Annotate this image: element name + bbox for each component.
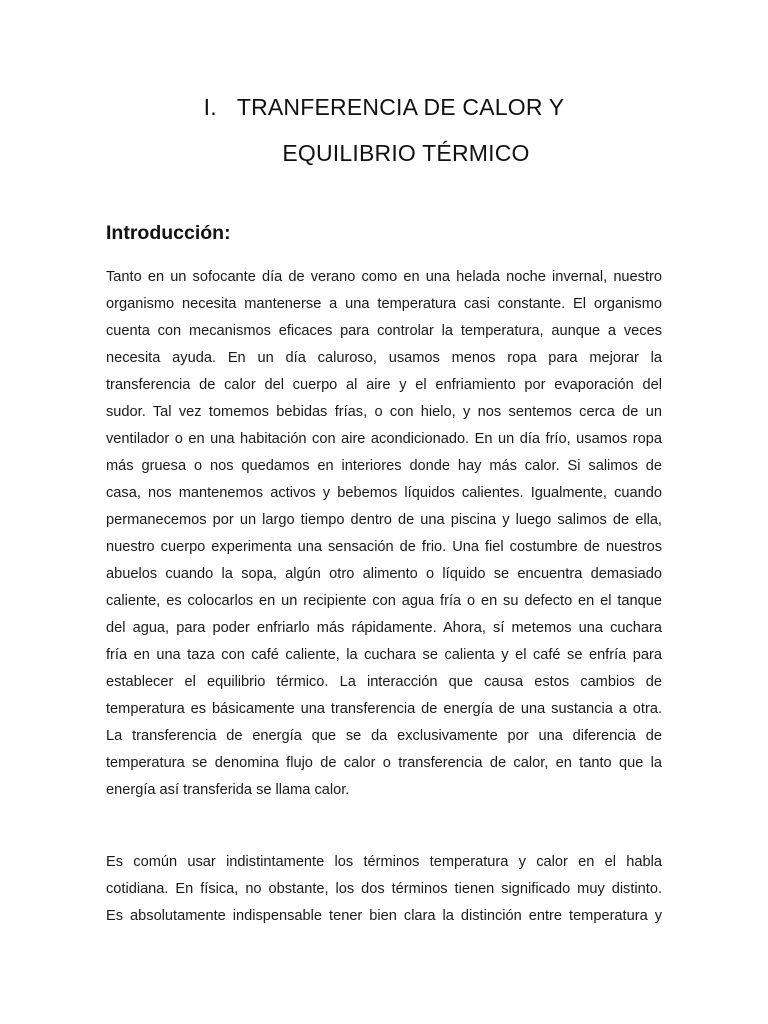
text-line: cotidiana. En física, no obstante, los dos términos tienen significado muy distinto. bbox=[106, 881, 662, 897]
text-line: sudor. Tal vez tomemos bebidas frías, o con hielo, y nos sentemos cerca de un bbox=[106, 404, 662, 420]
text-line: transferencia de calor del cuerpo al aire y el enfriamiento por evaporación del bbox=[106, 377, 662, 393]
text-line: establecer el equilibrio térmico. La interacción que causa estos cambios de bbox=[106, 674, 662, 690]
text-line: necesita ayuda. En un día caluroso, usamos menos ropa para mejorar la bbox=[106, 350, 662, 366]
chapter-title-text-1: TRANFERENCIA DE CALOR Y bbox=[236, 94, 565, 120]
paragraph-temperature-vs-heat bbox=[106, 849, 662, 930]
text-line: permanecemos por un largo tiempo dentro de una piscina y luego salimos de ella, bbox=[106, 512, 662, 528]
section-heading: Introducción: bbox=[106, 222, 231, 244]
text-line: nuestro cuerpo experimenta una sensación de frio. Una fiel costumbre de nuestros bbox=[106, 539, 662, 555]
chapter-title-line-2 bbox=[0, 140, 768, 167]
text-line: abuelos cuando la sopa, algún otro alimento o líquido se encuentra demasiado bbox=[106, 566, 662, 582]
chapter-number: I. bbox=[203, 94, 217, 120]
text-line: cuenta con mecanismos eficaces para controlar la temperatura, aunque a veces bbox=[106, 323, 662, 339]
text-line: más gruesa o nos quedamos en interiores donde hay más calor. Si salimos de bbox=[106, 458, 662, 474]
chapter-title-line-1 bbox=[0, 94, 768, 121]
text-line: Es absolutamente indispensable tener bien clara la distinción entre temperatura y bbox=[106, 908, 662, 924]
text-line: del agua, para poder enfriarlo más rápidamente. Ahora, sí metemos una cuchara bbox=[106, 620, 662, 636]
text-line: fría en una taza con café caliente, la cuchara se calienta y el café se enfría para bbox=[106, 647, 662, 663]
paragraph-introduction bbox=[106, 264, 662, 804]
text-line: temperatura es básicamente una transferencia de energía de una sustancia a otra. bbox=[106, 701, 662, 717]
text-line: Tanto en un sofocante día de verano como en una helada noche invernal, nuestro bbox=[106, 269, 662, 285]
chapter-title-text-2: EQUILIBRIO TÉRMICO bbox=[282, 140, 530, 166]
text-line: temperatura se denomina flujo de calor o transferencia de calor, en tanto que la bbox=[106, 755, 662, 771]
text-line: La transferencia de energía que se da exclusivamente por una diferencia de bbox=[106, 728, 662, 744]
text-line: caliente, es colocarlos en un recipiente con agua fría o en su defecto en el tanque bbox=[106, 593, 662, 609]
text-line: casa, nos mantenemos activos y bebemos líquidos calientes. Igualmente, cuando bbox=[106, 485, 662, 501]
text-line: ventilador o en una habitación con aire acondicionado. En un día frío, usamos ropa bbox=[106, 431, 662, 447]
text-line: Es común usar indistintamente los términos temperatura y calor en el habla bbox=[106, 854, 662, 870]
text-line: organismo necesita mantenerse a una temperatura casi constante. El organismo bbox=[106, 296, 662, 312]
text-line: energía así transferida se llama calor. bbox=[106, 782, 350, 798]
